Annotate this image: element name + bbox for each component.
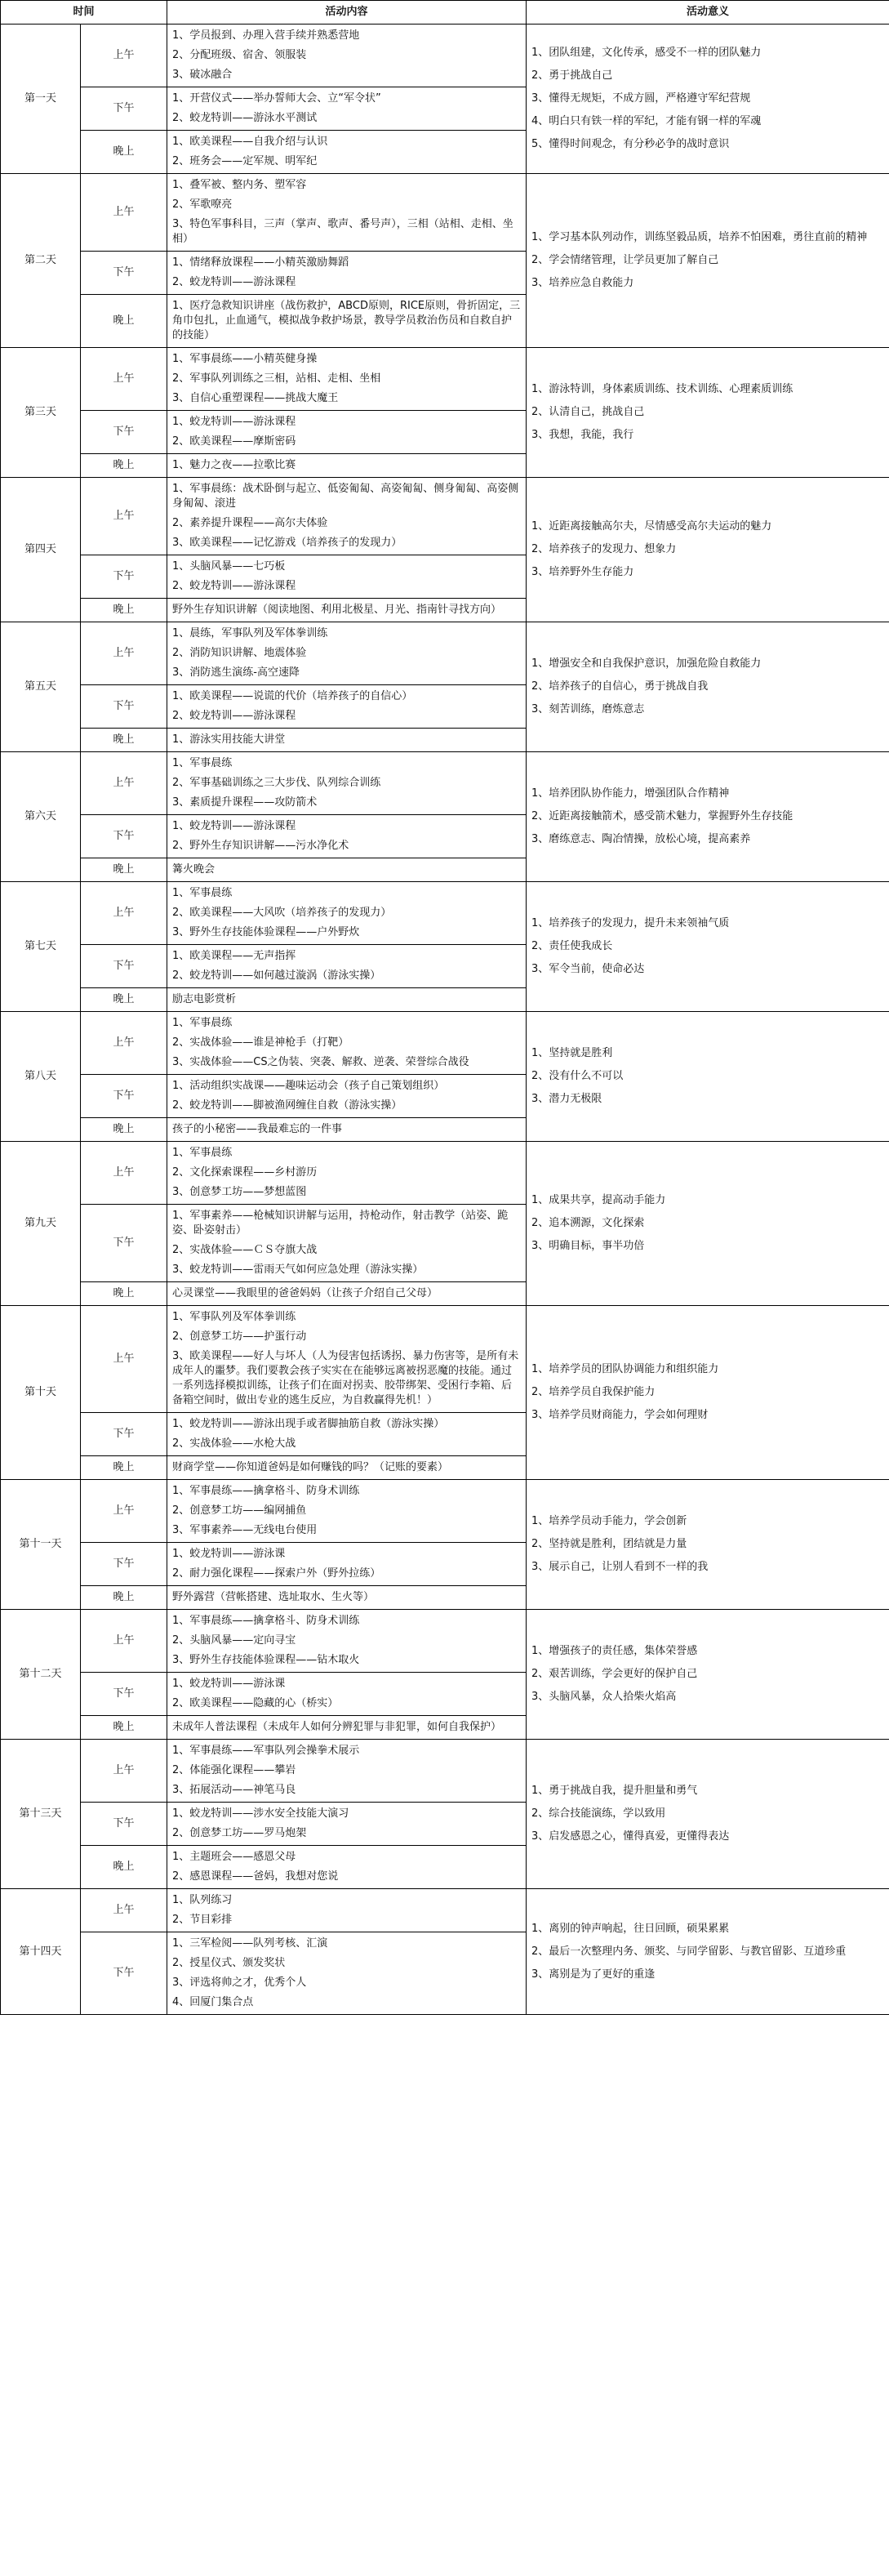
activity-cell <box>167 1610 527 1673</box>
period-label: 上午 <box>81 1889 167 1932</box>
activity-item: 1、蛟龙特训——游泳课 <box>172 1678 286 1690</box>
period-label: 上午 <box>81 622 167 685</box>
activity-item: 3、蛟龙特训——雷雨天气如何应急处理（游泳实操） <box>172 1263 424 1276</box>
activity-item: 2、班务会——定军规、明军纪 <box>172 155 318 167</box>
activity-item: 1、军事晨练——擒拿格斗、防身术训练 <box>172 1485 360 1497</box>
activity-item: 篝火晚会 <box>172 863 216 876</box>
activity-cell <box>167 478 527 555</box>
activity-cell <box>167 1673 527 1716</box>
activity-cell <box>167 1456 527 1480</box>
activity-cell <box>167 1012 527 1075</box>
period-label: 上午 <box>81 752 167 815</box>
activity-item: 2、军事基础训练之三大步伐、队列综合训练 <box>172 777 381 789</box>
period-label: 上午 <box>81 1306 167 1413</box>
day-label: 第五天 <box>1 622 81 752</box>
meaning-item: 4、明白只有铁一样的军纪，才能有钢一样的军魂 <box>531 115 762 127</box>
period-label: 下午 <box>81 252 167 295</box>
meaning-item: 1、团队组建，文化传承，感受不一样的团队魅力 <box>531 47 762 59</box>
period-label: 晚上 <box>81 1716 167 1740</box>
meaning-item: 2、培养孩子的自信心，勇于挑战自我 <box>531 680 709 693</box>
meaning-item: 3、懂得无规矩，不成方圆，严格遵守军纪营规 <box>531 92 751 105</box>
activity-item: 2、创意梦工坊——罗马炮架 <box>172 1827 307 1839</box>
schedule-body <box>1 25 889 2015</box>
activity-cell <box>167 131 527 174</box>
activity-item: 励志电影赏析 <box>172 993 237 1005</box>
schedule-row <box>1 1142 889 1205</box>
activity-cell <box>167 87 527 131</box>
period-label: 晚上 <box>81 295 167 348</box>
activity-item: 2、军事队列训练之三相，站相、走相、坐相 <box>172 372 381 385</box>
period-label: 下午 <box>81 1543 167 1586</box>
meaning-item: 2、追本溯源，文化探索 <box>531 1217 645 1229</box>
day-label: 第三天 <box>1 348 81 478</box>
activity-cell <box>167 1306 527 1413</box>
activity-item: 3、野外生存技能体验课程——钻木取火 <box>172 1654 360 1666</box>
activity-item: 2、创意梦工坊——护蛋行动 <box>172 1330 307 1343</box>
meaning-item: 1、培养团队协作能力，增强团队合作精神 <box>531 787 730 800</box>
activity-cell <box>167 295 527 348</box>
period-label: 下午 <box>81 1932 167 2015</box>
period-label: 下午 <box>81 1205 167 1282</box>
meaning-cell <box>527 1306 889 1480</box>
activity-item: 2、欧美课程——隐藏的心（桥实） <box>172 1697 339 1709</box>
schedule-row <box>1 1740 889 1803</box>
meaning-item: 1、培养孩子的发现力，提升未来领袖气质 <box>531 917 730 929</box>
period-label: 晚上 <box>81 1118 167 1142</box>
day-label: 第七天 <box>1 882 81 1012</box>
meaning-cell <box>527 1740 889 1889</box>
activity-item: 1、学员报到、办理入营手续并熟悉营地 <box>172 29 360 42</box>
period-label: 下午 <box>81 685 167 729</box>
period-label: 晚上 <box>81 131 167 174</box>
meaning-item: 2、责任使我成长 <box>531 940 613 952</box>
activity-item: 1、军事晨练——小精英健身操 <box>172 353 318 365</box>
activity-item: 1、军事素养——枪械知识讲解与运用，持枪动作，射击教学（站姿、跪姿、卧姿射击） <box>172 1210 509 1237</box>
activity-item: 1、蛟龙特训——游泳课程 <box>172 416 296 428</box>
meaning-item: 3、明确目标，事半功倍 <box>531 1240 645 1252</box>
activity-item: 1、开营仪式——举办誓师大会、立“军令状” <box>172 92 381 105</box>
activity-item: 1、蛟龙特训——游泳课 <box>172 1548 286 1560</box>
schedule-row <box>1 478 889 555</box>
activity-item: 2、欧美课程——摩斯密码 <box>172 435 296 448</box>
header-time: 时间 <box>1 1 167 25</box>
period-label: 下午 <box>81 1673 167 1716</box>
schedule-row <box>1 1306 889 1413</box>
activity-cell <box>167 1142 527 1205</box>
activity-item: 2、感恩课程——爸妈，我想对您说 <box>172 1870 339 1883</box>
activity-item: 2、蛟龙特训——游泳课程 <box>172 710 296 722</box>
activity-item: 3、特色军事科目，三声（掌声、歌声、番号声），三相（站相、走相、坐相） <box>172 218 513 245</box>
period-label: 晚上 <box>81 1846 167 1889</box>
activity-item: 1、队列练习 <box>172 1894 233 1906</box>
period-label: 下午 <box>81 815 167 858</box>
period-label: 下午 <box>81 1075 167 1118</box>
activity-item: 1、军事晨练 <box>172 757 233 769</box>
meaning-item: 3、头脑风暴，众人拾柴火焰高 <box>531 1691 677 1703</box>
activity-item: 4、回厦门集合点 <box>172 1996 254 2008</box>
activity-item: 1、三军检阅——队列考核、汇演 <box>172 1937 328 1950</box>
activity-item: 1、军事晨练 <box>172 1017 233 1029</box>
meaning-item: 3、潜力无极限 <box>531 1093 602 1105</box>
activity-item: 2、蛟龙特训——游泳课程 <box>172 580 296 592</box>
day-label: 第九天 <box>1 1142 81 1306</box>
schedule-row <box>1 174 889 252</box>
schedule-row <box>1 622 889 685</box>
meaning-cell <box>527 1142 889 1306</box>
day-label: 第二天 <box>1 174 81 348</box>
activity-cell <box>167 1889 527 1932</box>
activity-item: 1、魅力之夜——拉歌比赛 <box>172 459 296 471</box>
period-label: 晚上 <box>81 988 167 1012</box>
activity-cell <box>167 685 527 729</box>
activity-item: 2、实战体验——水枪大战 <box>172 1437 296 1450</box>
activity-cell <box>167 1205 527 1282</box>
activity-cell <box>167 1716 527 1740</box>
activity-item: 2、分配班级、宿舍、领服装 <box>172 49 307 61</box>
activity-cell <box>167 599 527 622</box>
activity-item: 心灵课堂——我眼里的爸爸妈妈（让孩子介绍自己父母） <box>172 1287 438 1299</box>
activity-item: 3、消防逃生演练-高空速降 <box>172 666 300 679</box>
meaning-item: 3、我想，我能，我行 <box>531 429 634 441</box>
period-label: 下午 <box>81 1803 167 1846</box>
meaning-item: 2、勇于挑战自己 <box>531 69 613 82</box>
activity-cell <box>167 1932 527 2015</box>
meaning-cell <box>527 348 889 478</box>
meaning-item: 2、综合技能演练，学以致用 <box>531 1807 666 1820</box>
day-label: 第十四天 <box>1 1889 81 2015</box>
meaning-cell <box>527 1480 889 1610</box>
activity-item: 1、医疗急救知识讲座（战伤救护，ABCD原则，RICE原则，骨折固定，三角巾包扎，止血通气，模拟战争救护场景，教导学员救治伤员和自救自护的技能） <box>172 300 521 341</box>
activity-cell <box>167 1282 527 1306</box>
meaning-cell <box>527 25 889 174</box>
schedule-row <box>1 1012 889 1075</box>
meaning-item: 2、培养孩子的发现力、想象力 <box>531 543 677 555</box>
meaning-item: 2、没有什么不可以 <box>531 1070 624 1082</box>
period-label: 上午 <box>81 478 167 555</box>
activity-cell <box>167 882 527 945</box>
period-label: 下午 <box>81 411 167 454</box>
meaning-item: 2、近距离接触箭术，感受箭术魅力，掌握野外生存技能 <box>531 810 793 822</box>
activity-item: 3、欧美课程——好人与坏人（人为侵害包括诱拐、暴力伤害等，是所有未成年人的噩梦。我们要教会孩子实实在在能够远离被拐恶魔的技能。通过一系列选择模拟训练，让孩子们在面对拐卖、胶带绑架、受困行李箱、后备箱空间时，做出专业的逃生反应，为自救赢得先机！） <box>172 1350 519 1406</box>
activity-item: 1、欧美课程——说谎的代价（培养孩子的自信心） <box>172 690 413 702</box>
activity-item: 2、创意梦工坊——编网捕鱼 <box>172 1504 307 1517</box>
meaning-item: 2、坚持就是胜利，团结就是力量 <box>531 1538 687 1550</box>
period-label: 上午 <box>81 1480 167 1543</box>
meaning-item: 3、磨练意志、陶冶情操，放松心境，提高素养 <box>531 833 751 845</box>
meaning-item: 1、勇于挑战自我，提升胆量和勇气 <box>531 1785 698 1797</box>
meaning-item: 2、最后一次整理内务、颁奖、与同学留影、与教官留影、互道珍重 <box>531 1945 847 1958</box>
period-label: 晚上 <box>81 454 167 478</box>
period-label: 晚上 <box>81 729 167 752</box>
meaning-item: 5、懂得时间观念，有分秒必争的战时意识 <box>531 138 730 150</box>
meaning-item: 3、离别是为了更好的重逢 <box>531 1968 656 1981</box>
activity-item: 2、野外生存知识讲解——污水净化术 <box>172 840 349 852</box>
period-label: 下午 <box>81 555 167 599</box>
period-label: 晚上 <box>81 1586 167 1610</box>
meaning-item: 1、近距离接触高尔夫，尽情感受高尔夫运动的魅力 <box>531 520 772 533</box>
activity-item: 2、军歌嘹亮 <box>172 198 233 211</box>
meaning-item: 1、离别的钟声响起，往日回顾，硕果累累 <box>531 1922 730 1935</box>
meaning-item: 2、学会情绪管理，让学员更加了解自己 <box>531 254 719 266</box>
activity-cell <box>167 1480 527 1543</box>
day-label: 第一天 <box>1 25 81 174</box>
meaning-item: 3、军令当前，使命必达 <box>531 963 645 975</box>
activity-item: 1、活动组织实战课——趣味运动会（孩子自己策划组织） <box>172 1080 445 1092</box>
schedule-row <box>1 1610 889 1673</box>
activity-cell <box>167 411 527 454</box>
day-label: 第十三天 <box>1 1740 81 1889</box>
day-label: 第十一天 <box>1 1480 81 1610</box>
activity-cell <box>167 752 527 815</box>
activity-item: 1、军事队列及军体拳训练 <box>172 1311 296 1323</box>
activity-item: 2、耐力强化课程——探索户外（野外拉练） <box>172 1567 381 1580</box>
meaning-item: 1、游泳特训，身体素质训练、技术训练、心理素质训练 <box>531 383 793 395</box>
period-label: 上午 <box>81 1610 167 1673</box>
meaning-item: 2、认清自己，挑战自己 <box>531 406 645 418</box>
day-label: 第十二天 <box>1 1610 81 1740</box>
activity-item: 3、素质提升课程——攻防箭术 <box>172 796 318 809</box>
activity-item: 1、叠军被、整内务、塑军容 <box>172 179 307 191</box>
meaning-item: 3、培养野外生存能力 <box>531 566 634 578</box>
activity-cell <box>167 454 527 478</box>
activity-item: 1、头脑风暴——七巧板 <box>172 560 286 573</box>
meaning-item: 1、坚持就是胜利 <box>531 1047 613 1059</box>
period-label: 晚上 <box>81 1456 167 1480</box>
activity-item: 1、蛟龙特训——游泳课程 <box>172 820 296 832</box>
activity-item: 2、消防知识讲解、地震体验 <box>172 647 307 659</box>
activity-item: 3、欧美课程——记忆游戏（培养孩子的发现力） <box>172 537 402 549</box>
activity-item: 1、情绪释放课程——小精英激励舞蹈 <box>172 256 349 269</box>
meaning-item: 2、艰苦训练，学会更好的保护自己 <box>531 1668 698 1680</box>
activity-cell <box>167 1803 527 1846</box>
period-label: 晚上 <box>81 858 167 882</box>
activity-item: 1、军事晨练——军事队列会操拳术展示 <box>172 1745 360 1757</box>
activity-item: 2、蛟龙特训——如何越过漩涡（游泳实操） <box>172 969 381 982</box>
period-label: 下午 <box>81 1413 167 1456</box>
activity-cell <box>167 555 527 599</box>
period-label: 上午 <box>81 1142 167 1205</box>
activity-cell <box>167 1118 527 1142</box>
activity-item: 1、游泳实用技能大讲堂 <box>172 733 286 746</box>
day-label: 第八天 <box>1 1012 81 1142</box>
meaning-item: 3、展示自己，让别人看到不一样的我 <box>531 1561 709 1573</box>
activity-cell <box>167 1543 527 1586</box>
activity-item: 1、欧美课程——无声指挥 <box>172 950 296 962</box>
period-label: 上午 <box>81 25 167 87</box>
period-label: 上午 <box>81 1012 167 1075</box>
meaning-cell <box>527 752 889 882</box>
header-activity: 活动内容 <box>167 1 527 25</box>
meaning-cell <box>527 882 889 1012</box>
schedule-row <box>1 1889 889 1932</box>
activity-item: 3、实战体验——CS之伪装、突袭、解救、逆袭、荣誉综合战役 <box>172 1056 469 1068</box>
activity-item: 2、蛟龙特训——游泳课程 <box>172 276 296 288</box>
meaning-item: 3、启发感恩之心，懂得真爱，更懂得表达 <box>531 1830 730 1843</box>
meaning-cell <box>527 1012 889 1142</box>
activity-cell <box>167 622 527 685</box>
meaning-item: 1、培养学员的团队协调能力和组织能力 <box>531 1363 719 1375</box>
meaning-item: 3、刻苦训练，磨炼意志 <box>531 703 645 715</box>
period-label: 上午 <box>81 882 167 945</box>
activity-item: 3、野外生存技能体验课程——户外野炊 <box>172 926 360 938</box>
activity-cell <box>167 174 527 252</box>
schedule-row <box>1 25 889 87</box>
activity-cell <box>167 815 527 858</box>
activity-item: 未成年人普法课程（未成年人如何分辨犯罪与非犯罪，如何自我保护） <box>172 1721 502 1733</box>
activity-item: 1、蛟龙特训——游泳出现手或者脚抽筋自救（游泳实操） <box>172 1418 445 1430</box>
activity-item: 3、军事素养——无线电台使用 <box>172 1524 318 1536</box>
activity-item: 1、军事晨练 <box>172 887 233 899</box>
activity-item: 1、蛟龙特训——涉水安全技能大演习 <box>172 1807 349 1820</box>
period-label: 下午 <box>81 87 167 131</box>
activity-item: 孩子的小秘密——我最难忘的一件事 <box>172 1123 343 1135</box>
activity-item: 3、评选将帅之才，优秀个人 <box>172 1977 307 1989</box>
period-label: 上午 <box>81 1740 167 1803</box>
day-label: 第四天 <box>1 478 81 622</box>
activity-cell <box>167 945 527 988</box>
activity-item: 2、头脑风暴——定向寻宝 <box>172 1634 296 1647</box>
activity-item: 3、自信心重塑课程——挑战大魔王 <box>172 392 339 404</box>
day-label: 第六天 <box>1 752 81 882</box>
schedule-row <box>1 752 889 815</box>
activity-item: 财商学堂——你知道爸妈是如何赚钱的吗？（记账的要素） <box>172 1461 449 1473</box>
activity-item: 2、文化探索课程——乡村游历 <box>172 1166 318 1179</box>
activity-item: 2、素养提升课程——高尔夫体验 <box>172 517 328 529</box>
activity-cell <box>167 1413 527 1456</box>
meaning-cell <box>527 622 889 752</box>
activity-item: 1、晨练，军事队列及军体拳训练 <box>172 627 328 640</box>
activity-item: 1、欧美课程——自我介绍与认识 <box>172 136 328 148</box>
schedule-row <box>1 348 889 411</box>
period-label: 晚上 <box>81 599 167 622</box>
header-row <box>1 1 889 25</box>
activity-item: 1、军事晨练 <box>172 1147 233 1159</box>
activity-item: 2、实战体验——ＣＳ夺旗大战 <box>172 1244 318 1256</box>
activity-cell <box>167 1075 527 1118</box>
meaning-cell <box>527 1610 889 1740</box>
meaning-item: 1、增强孩子的责任感，集体荣誉感 <box>531 1645 698 1657</box>
meaning-item: 1、增强安全和自我保护意识，加强危险自救能力 <box>531 657 762 670</box>
activity-item: 1、军事晨练——擒拿格斗、防身术训练 <box>172 1615 360 1627</box>
activity-cell <box>167 25 527 87</box>
activity-item: 2、欧美课程——大风吹（培养孩子的发现力） <box>172 907 392 919</box>
activity-item: 2、体能强化课程——攀岩 <box>172 1764 296 1776</box>
activity-item: 2、蛟龙特训——游泳水平测试 <box>172 112 318 124</box>
activity-cell <box>167 988 527 1012</box>
period-label: 晚上 <box>81 1282 167 1306</box>
activity-item: 1、主题班会——感恩父母 <box>172 1851 296 1863</box>
activity-item: 2、节目彩排 <box>172 1914 233 1926</box>
activity-item: 野外露营（营帐搭建、选址取水、生火等） <box>172 1591 375 1603</box>
meaning-item: 1、培养学员动手能力，学会创新 <box>531 1515 687 1527</box>
activity-cell <box>167 348 527 411</box>
period-label: 上午 <box>81 348 167 411</box>
meaning-cell <box>527 478 889 622</box>
header-meaning: 活动意义 <box>527 1 889 25</box>
activity-cell <box>167 1846 527 1889</box>
activity-item: 野外生存知识讲解（阅读地图、利用北极星、月光、指南针寻找方向） <box>172 604 502 616</box>
activity-item: 3、创意梦工坊——梦想蓝图 <box>172 1186 307 1198</box>
meaning-item: 1、成果共享，提高动手能力 <box>531 1194 666 1206</box>
period-label: 下午 <box>81 945 167 988</box>
schedule-row <box>1 1480 889 1543</box>
activity-item: 3、拓展活动——神笔马良 <box>172 1784 296 1796</box>
day-label: 第十天 <box>1 1306 81 1480</box>
meaning-item: 3、培养应急自救能力 <box>531 277 634 289</box>
activity-item: 2、蛟龙特训——脚被渔网缠住自救（游泳实操） <box>172 1099 402 1112</box>
activity-cell <box>167 252 527 295</box>
activity-item: 1、军事晨练：战术卧倒与起立、低姿匍匐、高姿匍匐、侧身匍匐、高姿侧身匍匐、滚进 <box>172 483 519 510</box>
meaning-item: 3、培养学员财商能力，学会如何理财 <box>531 1409 709 1421</box>
activity-item: 2、授星仪式、颁发奖状 <box>172 1957 286 1969</box>
activity-cell <box>167 1740 527 1803</box>
meaning-cell <box>527 174 889 348</box>
activity-cell <box>167 1586 527 1610</box>
period-label: 上午 <box>81 174 167 252</box>
activity-cell <box>167 858 527 882</box>
schedule-row <box>1 882 889 945</box>
meaning-item: 1、学习基本队列动作，训练坚毅品质，培养不怕困难，勇往直前的精神 <box>531 231 868 243</box>
activity-item: 2、实战体验——谁是神枪手（打靶） <box>172 1036 349 1049</box>
meaning-cell <box>527 1889 889 2015</box>
meaning-item: 2、培养学员自我保护能力 <box>531 1386 656 1398</box>
activity-cell <box>167 729 527 752</box>
activity-item: 3、破冰融合 <box>172 69 233 81</box>
